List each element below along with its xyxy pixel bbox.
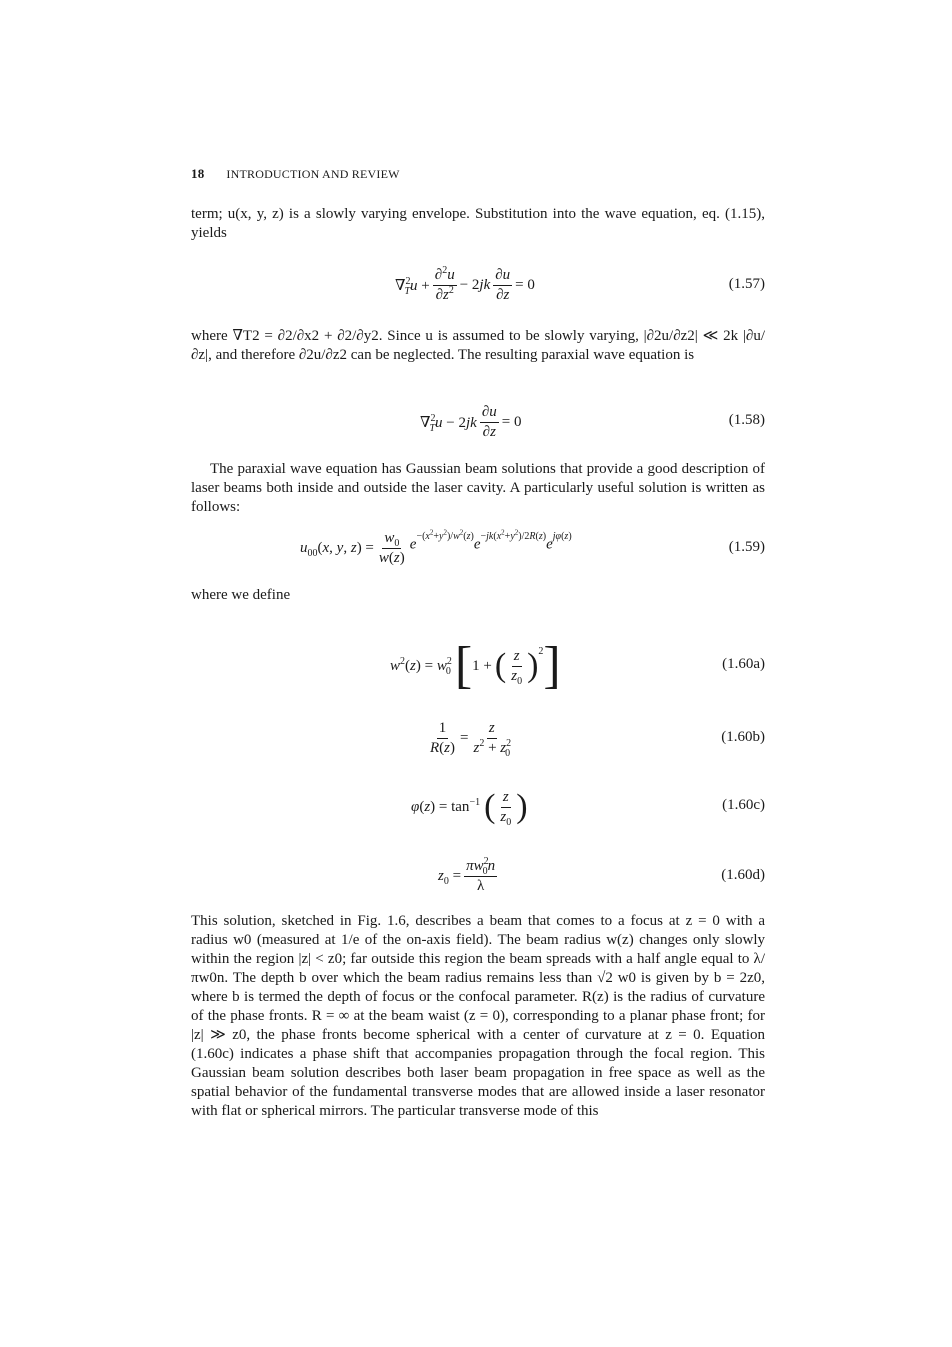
equation-number: (1.57) <box>728 276 765 292</box>
equation-1-58-body: ∇$^2_T$u − 2jk $\frac{\partial u}{\partial z}$ = 0 <box>420 403 522 440</box>
equation-1-60c-body: $\varphi(z) = \tan^{-1}$ ( $\frac{z}{z_0}$ ) <box>411 788 528 828</box>
paragraph-beam-description: This solution, sketched in Fig. 1.6, describes a beam that comes to a focus at z = 0 with a radius w0 (measured at 1/e of the on-axis field). The beam radius w(z) changes only slowly within the region |z| < z0; far outside this region the beam spreads with a half angle equal to λ/πw0n. The depth b over which the beam radius remains less than √2 w0 is given by b = 2z0, where b is termed the depth of focus or the confocal parameter. R(z) is the radius of curvature of the phase fronts. R = ∞ at the beam waist (z = 0), corresponding to a planar phase front; for |z| ≫ z0, the phase fronts become spherical with a center of curvature at z = 0. Equation (1.60c) indicates a phase shift that accompanies propagation through the focal region. This Gaussian beam solution describes both laser beam propagation in free space as well as the spatial behavior of the fundamental transverse modes that are allowed inside a laser resonator with flat or spherical mirrors. The particular transverse mode of this <box>191 913 765 1119</box>
equation-1-57-body: ∇$^2_T$u + $\frac{\partial^2u}{\partial z^2}$ − 2jk $\frac{\partial u}{\partial z}$ = 0 <box>395 264 535 303</box>
equation-1-60b-body: $\frac{1}{R(z)}$ = $\frac{z}{z^2 + z^2_0}$ <box>430 719 512 759</box>
equation-number: (1.60a) <box>722 656 765 672</box>
paragraph-intro: term; u(x, y, z) is a slowly varying envelope. Substitution into the wave equation, eq. (1.15), yields <box>191 206 765 241</box>
equation-number: (1.60b) <box>721 729 765 745</box>
equation-1-60d-body: $z_0$ = $\frac{\pi w^2_0n}{\lambda}$ <box>438 855 496 894</box>
equation-1-59-body: $u_{00}(x$, y, z) = $\frac{w_0}{w(z)}$ $e^{-(x^2+y^2)/w^2(z)}e^{-jk(x^2+y^2)/2R(z)}e^{j\varphi(z)}$ <box>300 528 572 566</box>
equation-1-60b <box>191 715 765 761</box>
equation-1-60d <box>191 853 765 899</box>
equation-1-60a <box>191 638 765 694</box>
paragraph-slowly-varying: where ∇T2 = ∂2/∂x2 + ∂2/∂y2. Since u is assumed to be slowly varying, |∂2u/∂z2| ≪ 2k |∂u/∂z|, and therefore ∂2u/∂z2 can be neglected. The resulting paraxial wave equation is <box>191 328 765 363</box>
paragraph-gaussian-beam: The paraxial wave equation has Gaussian beam solutions that provide a good description of laser beams both inside and outside the laser cavity. A particularly useful solution is written as follows: <box>191 461 765 515</box>
equation-1-60c <box>191 784 765 830</box>
equation-number: (1.60d) <box>721 867 765 883</box>
equation-1-57 <box>191 262 765 308</box>
equation-number: (1.58) <box>728 412 765 428</box>
equation-1-59 <box>191 526 765 570</box>
running-title: INTRODUCTION AND REVIEW <box>226 167 400 181</box>
page-number: 18 <box>191 166 205 181</box>
page <box>191 0 765 1347</box>
equation-1-60a-body: $w^2(z) = w^2_0$ [ 1 + ( $\frac{z}{z_0}$ ) $^2$ ] <box>390 637 561 694</box>
paragraph-define: where we define <box>191 587 291 603</box>
equation-number: (1.60c) <box>722 797 765 813</box>
equation-number: (1.59) <box>728 539 765 555</box>
equation-1-58 <box>191 400 765 444</box>
running-header <box>191 166 400 182</box>
